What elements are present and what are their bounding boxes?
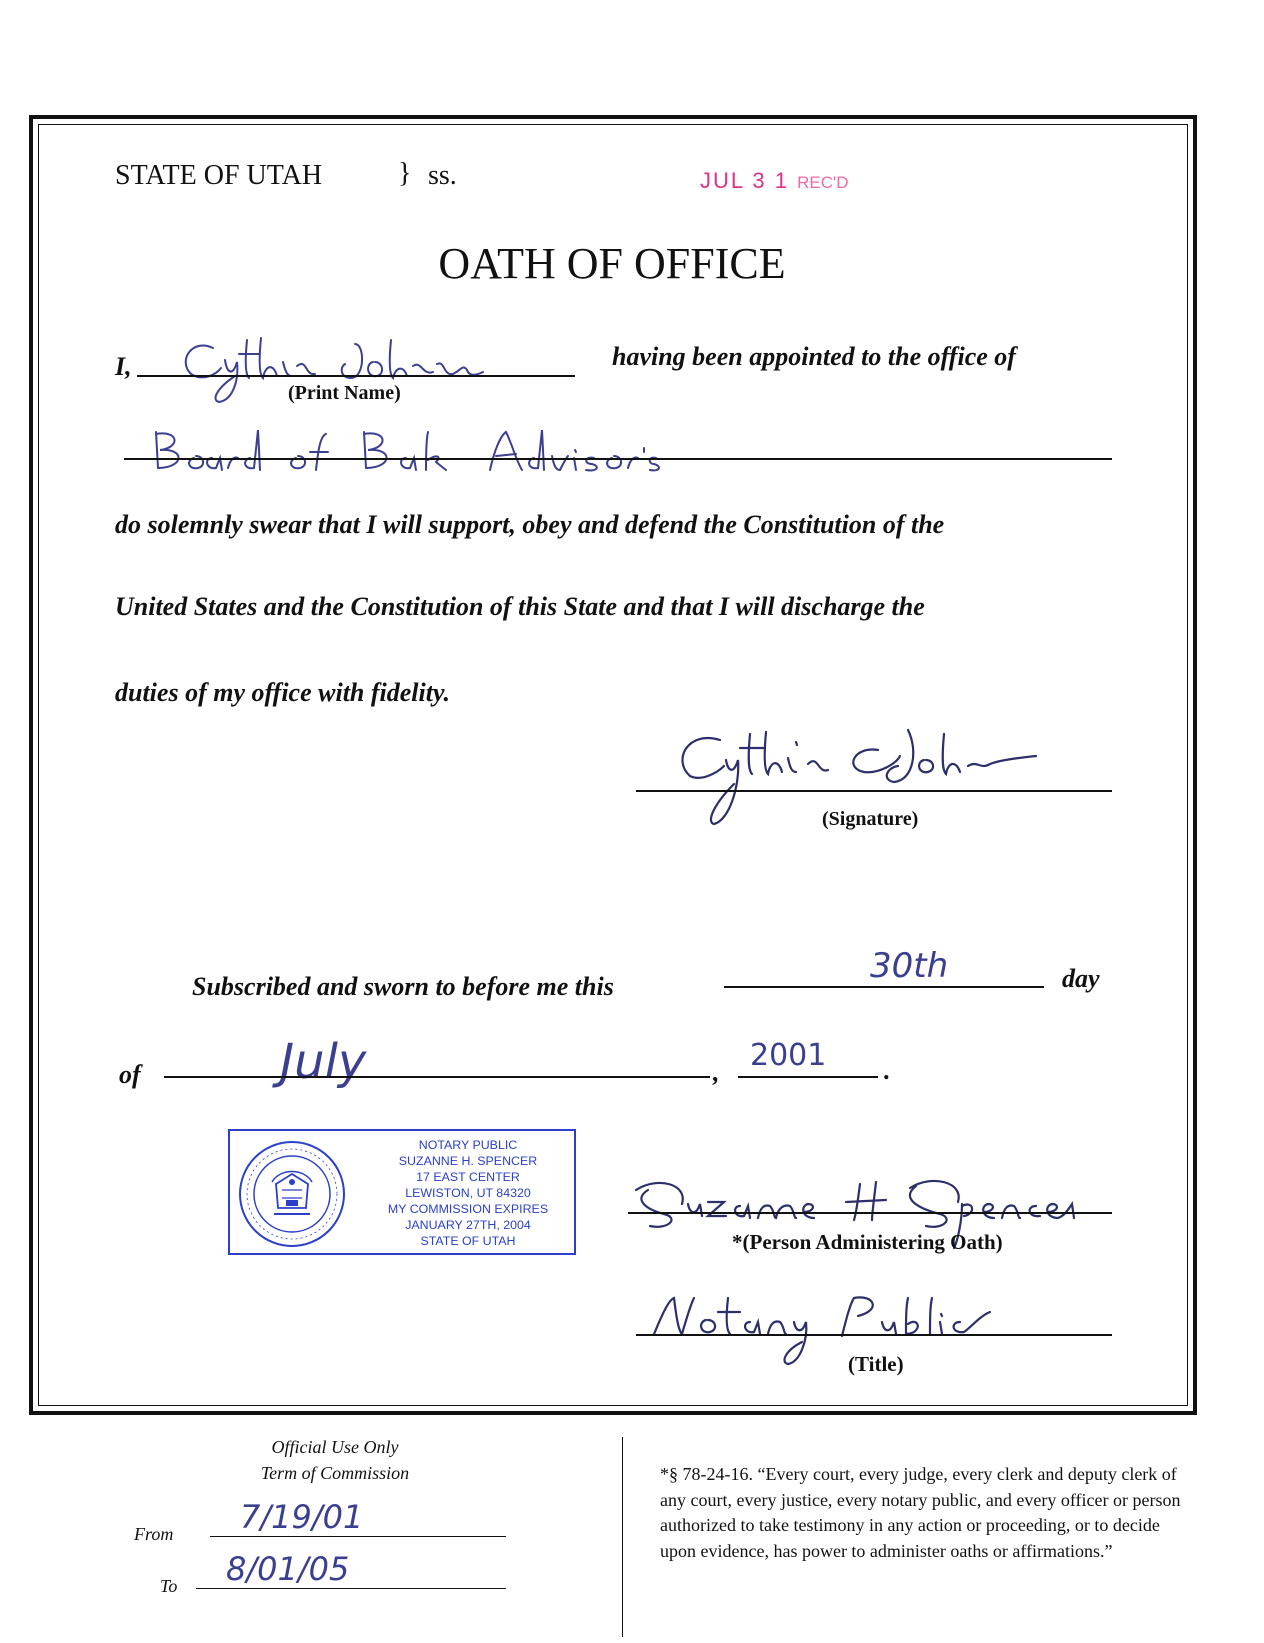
state-seal-icon: [236, 1138, 348, 1250]
administrator-line: [628, 1212, 1112, 1214]
office-handwriting: [150, 426, 670, 476]
received-label: REC'D: [797, 173, 849, 192]
received-date: JUL 3 1: [700, 168, 790, 193]
brace: }: [398, 158, 412, 189]
appointed-text: having been appointed to the office of: [612, 342, 1016, 371]
oath-line-2: United States and the Constitution of this State and that I will discharge the: [115, 592, 925, 621]
official-use-heading: [205, 1434, 465, 1486]
notary-line-2: SUZANNE H. SPENCER: [398, 1154, 538, 1168]
comma: ,: [713, 1058, 720, 1087]
i-label: I,: [115, 352, 132, 381]
from-value: 7/19/01: [240, 1498, 364, 1536]
title-label: (Title): [848, 1352, 904, 1376]
document-title: OATH OF OFFICE: [438, 239, 786, 288]
print-name-line: [137, 375, 575, 377]
statute-note: *§ 78-24-16. “Every court, every judge, every clerk and deputy clerk of any court, every justice, every notary public, and every officer or person authorized to take testimony in any action or proceeding, or to decide upon evidence, has power to administer oaths or affirmations.”: [660, 1464, 1181, 1561]
notary-line-3: 17 EAST CENTER: [416, 1170, 520, 1184]
to-value: 8/01/05: [226, 1550, 350, 1588]
year-line: [738, 1076, 878, 1078]
administrator-label: *(Person Administering Oath): [732, 1230, 1003, 1254]
print-name-label: (Print Name): [288, 382, 401, 404]
day-value: 30th: [870, 946, 949, 986]
to-line: [196, 1588, 506, 1589]
received-stamp: [700, 168, 849, 194]
column-divider: [622, 1437, 623, 1637]
state-heading: STATE OF UTAH: [115, 160, 323, 191]
period: .: [884, 1056, 891, 1085]
title-handwriting: [650, 1280, 1010, 1370]
year-value: 2001: [750, 1038, 827, 1073]
day-line: [724, 986, 1044, 988]
notary-line-1: NOTARY PUBLIC: [418, 1138, 518, 1152]
subscribed-text: Subscribed and sworn to before me this: [192, 972, 614, 1001]
oath-line-3: duties of my office with fidelity.: [115, 678, 451, 707]
notary-line-5: MY COMMISSION EXPIRES: [387, 1202, 549, 1216]
ss-label: ss.: [428, 160, 457, 191]
notary-stamp-text: [368, 1137, 568, 1249]
notary-line-7: STATE OF UTAH: [420, 1234, 516, 1248]
title-line: [636, 1334, 1112, 1336]
signature-line: [636, 790, 1112, 792]
day-label: day: [1062, 964, 1100, 993]
oath-line-1: do solemnly swear that I will support, obey and defend the Constitution of the: [115, 510, 945, 539]
notary-line-4: LEWISTON, UT 84320: [405, 1186, 531, 1200]
official-use-line-1: Official Use Only: [271, 1437, 399, 1457]
to-label: To: [160, 1576, 178, 1596]
from-label: From: [134, 1524, 174, 1544]
month-value: July: [280, 1034, 367, 1090]
month-line: [164, 1076, 710, 1078]
signature-label: (Signature): [822, 808, 919, 830]
official-use-line-2: Term of Commission: [260, 1463, 410, 1483]
of-label: of: [119, 1060, 141, 1089]
from-line: [210, 1536, 506, 1537]
notary-line-6: JANUARY 27TH, 2004: [405, 1218, 531, 1232]
office-line: [124, 458, 1112, 460]
